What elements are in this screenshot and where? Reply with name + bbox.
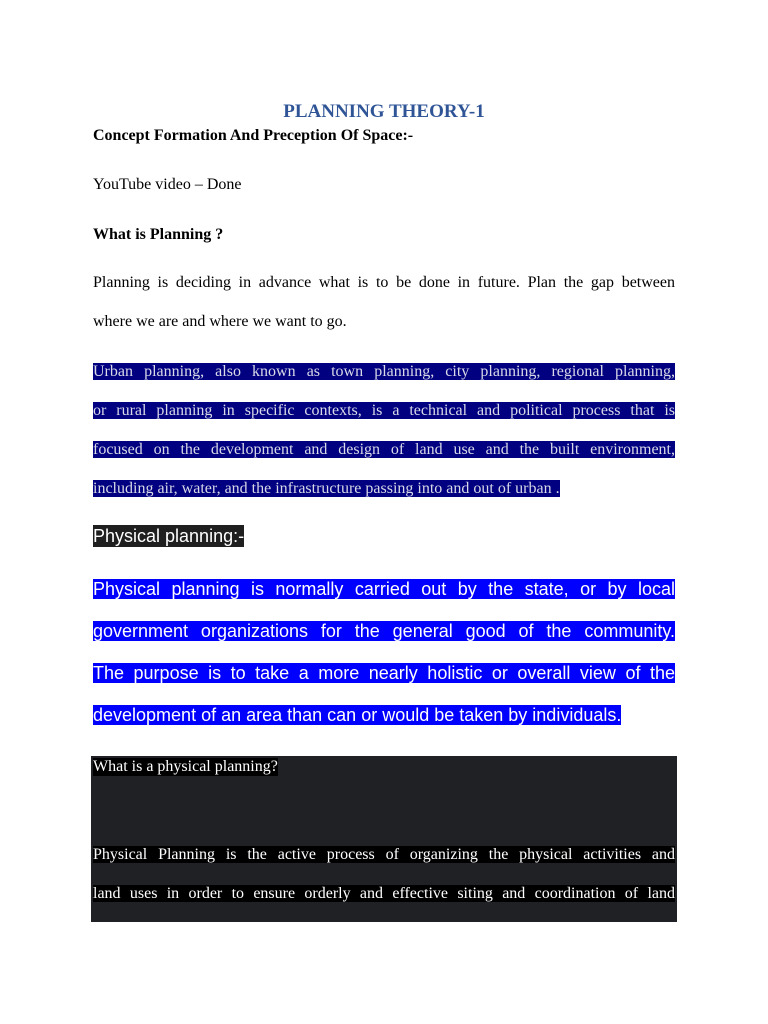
planning-definition: [93, 263, 675, 341]
text-line: where we are and where we want to go.: [93, 313, 347, 330]
urban-planning-paragraph: [93, 352, 675, 508]
physical-planning-definition: [93, 835, 675, 913]
physical-planning-heading: Physical planning:-: [93, 526, 245, 546]
youtube-line: YouTube video – Done: [93, 176, 242, 193]
highlighted-text-line: government organizations for the general good of the community.: [93, 621, 675, 641]
physical-planning-paragraph: [93, 568, 675, 736]
highlighted-text-line: development of an area than can or would be taken by individuals.: [93, 705, 622, 725]
question-physical-planning: What is a physical planning?: [93, 758, 278, 775]
question-what-is-planning: What is Planning ?: [93, 226, 224, 243]
highlighted-text-line: including air, water, and the infrastructure passing into and out of urban .: [93, 480, 560, 497]
highlighted-text-line: focused on the development and design of land use and the built environment,: [93, 441, 675, 458]
term-physical-planning: Physical Planning: [93, 846, 215, 863]
highlighted-text-line: Physical planning is normally carried out by the state, or by local: [93, 579, 675, 599]
highlighted-text-line: Urban planning, also known as town planning, city planning, regional planning,: [93, 363, 675, 380]
text-fragment: is the active process of organizing the physical activities and: [214, 846, 676, 863]
highlighted-text-line: or rural planning in specific contexts, is a technical and political process that is: [93, 402, 675, 419]
highlighted-text-line: The purpose is to take a more nearly holistic or overall view of the: [93, 663, 675, 683]
text-line: Planning is deciding in advance what is to be done in future. Plan the gap between: [93, 274, 675, 291]
page-title: PLANNING THEORY-1: [283, 101, 485, 122]
subtitle: Concept Formation And Preception Of Space:-: [93, 127, 414, 144]
text-line: land uses in order to ensure orderly and effective siting and coordination of land: [93, 885, 675, 902]
